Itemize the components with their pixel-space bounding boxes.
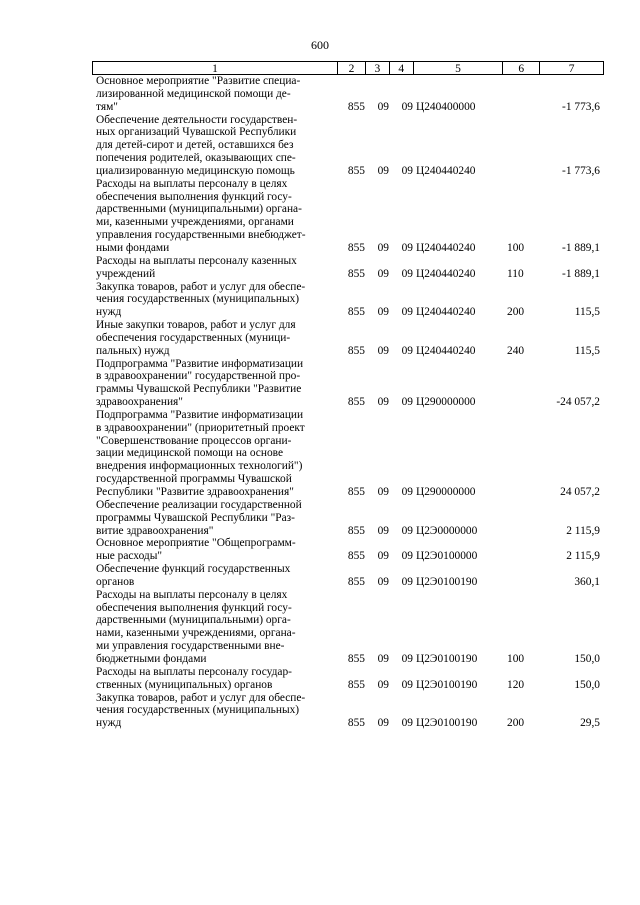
row-ministry-code: 855 [347, 241, 365, 254]
row-expense-type: 100 [507, 241, 525, 254]
row-name: Расходы на выплаты персоналу в целях обеспечения выполнения функций госу- дарственными (муниципальными) орга- нами, казенными учреждениями, органа- ми управления государственными вне- бюджетными фондами [96, 588, 296, 665]
row-section-code: 09 [377, 267, 389, 280]
row-ministry-code: 855 [347, 267, 365, 280]
table-row [92, 563, 604, 589]
row-amount: 29,5 [580, 717, 600, 730]
row-target-article: Ц2Э0100190 [416, 678, 478, 691]
header-col-4: 4 [389, 62, 413, 74]
row-amount: 150,0 [574, 652, 600, 665]
row-amount: 150,0 [574, 678, 600, 691]
row-ministry-code: 855 [347, 550, 365, 563]
row-amount: 360,1 [574, 575, 600, 588]
row-section-code: 09 [377, 100, 389, 113]
header-col-7: 7 [539, 62, 603, 74]
row-name: Расходы на выплаты персоналу казенных учреждений [96, 254, 297, 280]
row-target-article: Ц240440240 [416, 164, 476, 177]
row-subsection-code: 09 [401, 717, 413, 730]
row-amount: -24 057,2 [556, 396, 600, 409]
table-header [92, 61, 604, 75]
table-row [92, 537, 604, 563]
row-amount: 115,5 [574, 344, 600, 357]
header-col-1: 1 [212, 63, 218, 75]
table-row [92, 255, 604, 281]
row-target-article: Ц240440240 [416, 306, 476, 319]
row-amount: 115,5 [574, 306, 600, 319]
row-expense-type: 110 [507, 267, 524, 280]
row-ministry-code: 855 [347, 524, 365, 537]
row-target-article: Ц240440240 [416, 344, 476, 357]
row-ministry-code: 855 [347, 486, 365, 498]
row-name: Обеспечение реализации государственной программы Чувашской Республики "Раз- витие здравоохранения" [96, 498, 302, 537]
row-subsection-code: 09 [401, 550, 413, 563]
row-name: Расходы на выплаты персоналу в целях обеспечения выполнения функций госу- дарственными (муниципальными) органа- ми, казенными учреждениями, органами управления государственными внебюджет- ными фондами [96, 177, 306, 254]
row-subsection-code: 09 [401, 164, 413, 177]
header-col-3: 3 [365, 62, 389, 74]
row-target-article: Ц290000000 [416, 396, 476, 409]
table-row [92, 281, 604, 320]
row-name: Подпрограмма "Развитие информатизации в здравоохранении" государственной про- граммы Чувашской Республики "Развитие здравоохранения" [96, 357, 304, 409]
table-row [92, 178, 604, 255]
row-expense-type: 100 [507, 652, 525, 665]
row-section-code: 09 [377, 344, 389, 357]
row-ministry-code: 855 [347, 306, 365, 319]
row-target-article: Ц240440240 [416, 267, 476, 280]
table-row [92, 409, 604, 499]
table-row [92, 114, 604, 178]
row-ministry-code: 855 [347, 652, 365, 665]
row-name: Основное мероприятие "Общепрограмм- ные расходы" [96, 537, 296, 563]
row-target-article: Ц2Э0100190 [416, 652, 478, 665]
row-expense-type: 120 [507, 678, 525, 691]
row-ministry-code: 855 [347, 717, 365, 730]
table-row [92, 692, 604, 731]
row-ministry-code: 855 [347, 164, 365, 177]
row-section-code: 09 [377, 396, 389, 409]
row-name: Обеспечение деятельности государствен- ных организаций Чувашской Республики для детей-сирот и детей, оставшихся без попечения родителей, оказывающих спе- циализированную медицинскую помощь [96, 113, 298, 177]
row-name: Расходы на выплаты персоналу государ- ственных (муниципальных) органов [96, 665, 292, 691]
row-section-code: 09 [377, 575, 389, 588]
row-subsection-code: 09 [401, 396, 413, 409]
row-subsection-code: 09 [401, 678, 413, 691]
row-name: Закупка товаров, работ и услуг для обеспе- чения государственных (муниципальных) нужд [96, 280, 306, 319]
row-section-code: 09 [377, 524, 389, 537]
table-row [92, 666, 604, 692]
row-section-code: 09 [377, 241, 389, 254]
row-target-article: Ц2Э0100190 [416, 717, 478, 730]
row-ministry-code: 855 [347, 575, 365, 588]
row-name: Закупка товаров, работ и услуг для обеспе- чения государственных (муниципальных) нужд [96, 691, 306, 730]
row-target-article: Ц2Э0100000 [416, 550, 478, 563]
table-row [92, 499, 604, 538]
row-section-code: 09 [377, 486, 389, 498]
row-section-code: 09 [377, 652, 389, 665]
table-row [92, 319, 604, 358]
row-section-code: 09 [377, 164, 389, 177]
row-name: Подпрограмма "Развитие информатизации в здравоохранении" (приоритетный проект "Совершенствование процессов органи- зации медицинской помощи на основе внедрения информационных технологий") государственной программы Чувашской Республики "Развитие здравоохранения" [96, 408, 305, 498]
row-target-article: Ц2Э0000000 [416, 524, 478, 537]
budget-table [92, 61, 604, 730]
row-subsection-code: 09 [401, 267, 413, 280]
table-row [92, 589, 604, 666]
row-expense-type: 200 [507, 306, 525, 319]
row-section-code: 09 [377, 306, 389, 319]
row-ministry-code: 855 [347, 100, 365, 113]
row-subsection-code: 09 [401, 524, 413, 537]
row-subsection-code: 09 [401, 100, 413, 113]
header-col-6: 6 [502, 62, 539, 74]
table-row [92, 75, 604, 114]
row-name: Обеспечение функций государственных органов [96, 563, 291, 588]
row-name: Иные закупки товаров, работ и услуг для обеспечения государственных (муници- пальных) нужд [96, 319, 296, 357]
row-amount: 24 057,2 [560, 486, 600, 498]
row-subsection-code: 09 [401, 575, 413, 588]
row-section-code: 09 [377, 717, 389, 730]
header-col-2: 2 [337, 62, 365, 74]
row-subsection-code: 09 [401, 344, 413, 357]
row-target-article: Ц2Э0100190 [416, 575, 478, 588]
row-amount: -1 889,1 [562, 241, 600, 254]
table-row [92, 358, 604, 409]
page-number: 600 [311, 38, 329, 52]
row-amount: -1 889,1 [562, 267, 600, 280]
row-subsection-code: 09 [401, 652, 413, 665]
row-amount: -1 773,6 [562, 164, 600, 177]
row-name: Основное мероприятие "Развитие специа- лизированной медицинской помощи де- тям" [96, 75, 301, 113]
row-section-code: 09 [377, 678, 389, 691]
row-amount: -1 773,6 [562, 100, 600, 113]
row-expense-type: 240 [507, 344, 525, 357]
table-body [92, 75, 604, 730]
row-ministry-code: 855 [347, 344, 365, 357]
row-subsection-code: 09 [401, 486, 413, 498]
row-target-article: Ц240400000 [416, 100, 476, 113]
row-subsection-code: 09 [401, 306, 413, 319]
row-section-code: 09 [377, 550, 389, 563]
row-ministry-code: 855 [347, 678, 365, 691]
row-subsection-code: 09 [401, 241, 413, 254]
row-ministry-code: 855 [347, 396, 365, 409]
row-amount: 2 115,9 [566, 550, 600, 563]
row-target-article: Ц290000000 [416, 486, 476, 498]
row-target-article: Ц240440240 [416, 241, 476, 254]
row-expense-type: 200 [507, 717, 525, 730]
header-col-5: 5 [413, 62, 503, 74]
row-amount: 2 115,9 [566, 524, 600, 537]
